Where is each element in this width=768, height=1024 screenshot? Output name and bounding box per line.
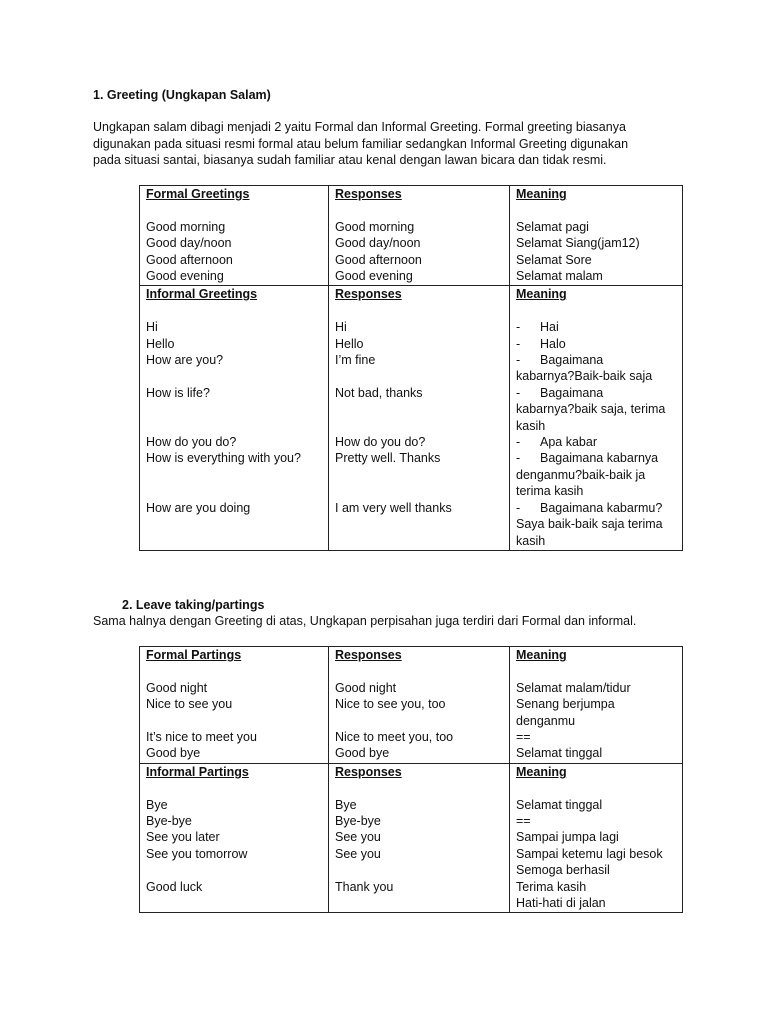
meaning-item-continuation: terima kasih <box>516 484 584 499</box>
column-header: Informal Partings <box>146 764 249 779</box>
table-cell-line: Semoga berhasil <box>516 863 610 878</box>
table-cell-line: Sampai jumpa lagi <box>516 830 619 845</box>
informal-partings-cell <box>140 763 329 913</box>
cell-lines <box>335 319 503 516</box>
table-cell-line: I am very well thanks <box>335 500 452 515</box>
table-cell-line: Nice to meet you, too <box>335 730 454 744</box>
section2-paragraph: Sama halnya dengan Greeting di atas, Ungkapan perpisahan juga terdiri dari Formal dan informal. <box>93 614 637 628</box>
table-cell-line <box>146 418 322 434</box>
formal-greetings-row <box>140 186 683 286</box>
table-cell-line: How is life? <box>146 385 210 400</box>
table-cell-line: Good day/noon <box>146 236 232 251</box>
dash-bullet: - <box>516 500 521 515</box>
meaning-item-continuation: Saya baik-baik saja terima <box>516 517 663 532</box>
table-cell-line: Pretty well. Thanks <box>335 451 441 466</box>
table-cell-line: How are you? <box>146 353 224 368</box>
informal-partings-responses-cell <box>329 763 510 913</box>
cell-lines <box>516 797 676 912</box>
informal-partings-row <box>140 763 683 913</box>
formal-greetings-meaning-cell <box>510 186 683 286</box>
partings-table <box>139 646 683 913</box>
dash-bullet: - <box>516 353 521 368</box>
table-cell-line: Good night <box>146 680 208 695</box>
table-cell-line: I’m fine <box>335 353 376 368</box>
table-cell-line: Hati-hati di jalan <box>516 896 606 911</box>
table-cell-line <box>146 401 322 417</box>
section1-heading: 1. Greeting (Ungkapan Salam) <box>93 88 271 102</box>
table-cell-line: It’s nice to meet you <box>146 730 257 744</box>
table-cell-line <box>146 483 322 499</box>
dash-bullet: - <box>516 385 521 400</box>
paragraph-line: digunakan pada situasi resmi formal atau belum familiar sedangkan Informal Greeting digunakan <box>93 136 629 151</box>
dash-bullet: - <box>516 320 521 335</box>
meaning-item-continuation: kabarnya?baik saja, terima <box>516 402 666 417</box>
formal-greetings-cell <box>140 186 329 286</box>
column-header: Meaning <box>516 187 567 201</box>
table-cell-line: See you later <box>146 830 220 845</box>
cell-lines <box>335 680 503 762</box>
meaning-item-text: Hai <box>540 320 559 335</box>
table-cell-line <box>335 418 503 434</box>
table-cell-line: How is everything with you? <box>146 451 301 466</box>
formal-partings-row <box>140 647 683 764</box>
table-cell-line <box>146 467 322 483</box>
table-cell-line: Good morning <box>335 219 415 234</box>
table-cell-line <box>146 713 322 729</box>
table-cell-line <box>335 368 503 384</box>
table-cell-line <box>335 467 503 483</box>
column-header: Meaning <box>516 648 567 662</box>
table-cell-line: Good evening <box>335 269 413 284</box>
table-cell-line: Bye <box>146 797 168 812</box>
table-cell-line: Good bye <box>335 746 390 761</box>
table-cell-line: Nice to see you <box>146 697 233 712</box>
meaning-item <box>516 500 676 516</box>
table-cell-line: Selamat Siang(jam12) <box>516 236 640 251</box>
meaning-item-continuation: kasih <box>516 418 546 433</box>
meaning-item <box>516 336 676 352</box>
table-cell-line <box>335 713 503 729</box>
meaning-item-continuation: denganmu?baik-baik ja <box>516 467 646 482</box>
meaning-item-continuation: kasih <box>516 533 546 548</box>
meaning-list <box>516 319 676 549</box>
table-cell-line: Selamat Sore <box>516 252 592 267</box>
table-cell-line: Selamat malam/tidur <box>516 680 631 695</box>
table-cell-line: Hello <box>335 336 364 351</box>
dash-bullet: - <box>516 435 521 450</box>
informal-greetings-row <box>140 286 683 550</box>
table-cell-line: Good night <box>335 680 397 695</box>
formal-partings-meaning-cell <box>510 647 683 764</box>
paragraph-line: Ungkapan salam dibagi menjadi 2 yaitu Formal dan Informal Greeting. Formal greeting biasanya <box>93 120 626 134</box>
meaning-item <box>516 434 676 450</box>
cell-lines <box>516 219 676 285</box>
cell-lines <box>146 319 322 516</box>
table-cell-line: Hi <box>335 320 347 335</box>
table-cell-line: Good evening <box>146 269 224 284</box>
meaning-item-text: Apa kabar <box>540 435 597 450</box>
column-header: Responses <box>335 287 402 302</box>
section2-heading: 2. Leave taking/partings <box>122 598 265 612</box>
meaning-item-text: Bagaimana kabarmu? <box>540 500 663 515</box>
table-cell-line: == <box>516 814 531 829</box>
meaning-item <box>516 385 676 401</box>
meaning-item-text: Bagaimana <box>540 385 604 400</box>
meaning-item-continuation: kabarnya?Baik-baik saja <box>516 369 653 384</box>
table-cell-line: Bye-bye <box>335 814 381 829</box>
meaning-item <box>516 450 676 466</box>
formal-greetings-responses-cell <box>329 186 510 286</box>
table-cell-line: Good bye <box>146 746 201 761</box>
greetings-table <box>139 185 683 551</box>
table-cell-line: Sampai ketemu lagi besok <box>516 846 663 861</box>
formal-partings-responses-cell <box>329 647 510 764</box>
column-header: Informal Greetings <box>146 287 258 302</box>
meaning-item-text: Bagaimana kabarnya <box>540 451 659 466</box>
paragraph-line: pada situasi santai, biasanya sudah familiar atau kenal dengan lawan bicara dan tidak resmi. <box>93 153 607 167</box>
cell-lines <box>146 797 322 895</box>
meaning-item-text: Bagaimana <box>540 353 604 368</box>
table-cell-line: See you tomorrow <box>146 846 248 861</box>
dash-bullet: - <box>516 451 521 466</box>
section1-paragraph <box>93 119 693 169</box>
dash-bullet: - <box>516 336 521 351</box>
table-cell-line: == <box>516 730 531 745</box>
column-header: Responses <box>335 648 402 662</box>
cell-lines <box>146 680 322 762</box>
table-cell-line: Nice to see you, too <box>335 697 446 712</box>
table-cell-line: How do you do? <box>335 435 426 450</box>
cell-lines <box>146 219 322 285</box>
informal-greetings-responses-cell <box>329 286 510 550</box>
table-cell-line: How do you do? <box>146 435 237 450</box>
column-header: Responses <box>335 764 402 779</box>
table-cell-line: Not bad, thanks <box>335 385 423 400</box>
table-cell-line: Terima kasih <box>516 879 587 894</box>
table-cell-line <box>146 862 322 878</box>
cell-lines <box>335 219 503 285</box>
table-cell-line: Bye-bye <box>146 814 192 829</box>
table-cell-line: Good day/noon <box>335 236 421 251</box>
meaning-item <box>516 319 676 335</box>
table-cell-line: Bye <box>335 797 357 812</box>
cell-lines <box>516 680 676 762</box>
table-cell-line: Selamat pagi <box>516 219 589 234</box>
table-cell-line: Selamat tinggal <box>516 797 603 812</box>
table-cell-line: Selamat tinggal <box>516 746 603 761</box>
table-cell-line: Good morning <box>146 219 226 234</box>
table-cell-line: See you <box>335 830 381 845</box>
table-cell-line: See you <box>335 846 381 861</box>
table-cell-line: denganmu <box>516 713 576 728</box>
column-header: Meaning <box>516 764 567 779</box>
cell-lines <box>335 797 503 895</box>
table-cell-line: Senang berjumpa <box>516 697 615 712</box>
column-header: Formal Greetings <box>146 187 250 201</box>
table-cell-line <box>146 368 322 384</box>
informal-greetings-meaning-cell <box>510 286 683 550</box>
column-header: Formal Partings <box>146 648 242 662</box>
meaning-item <box>516 352 676 368</box>
informal-greetings-cell <box>140 286 329 550</box>
column-header: Meaning <box>516 287 567 302</box>
table-cell-line: Hi <box>146 320 158 335</box>
table-cell-line: Selamat malam <box>516 269 603 284</box>
meaning-item-text: Halo <box>540 336 566 351</box>
table-cell-line: Good luck <box>146 879 203 894</box>
table-cell-line: Hello <box>146 336 175 351</box>
table-cell-line <box>335 862 503 878</box>
column-header: Responses <box>335 187 402 201</box>
table-cell-line: How are you doing <box>146 500 251 515</box>
informal-partings-meaning-cell <box>510 763 683 913</box>
table-cell-line: Thank you <box>335 879 394 894</box>
table-cell-line <box>335 401 503 417</box>
formal-partings-cell <box>140 647 329 764</box>
table-cell-line: Good afternoon <box>146 252 233 267</box>
table-cell-line <box>335 483 503 499</box>
table-cell-line: Good afternoon <box>335 252 422 267</box>
